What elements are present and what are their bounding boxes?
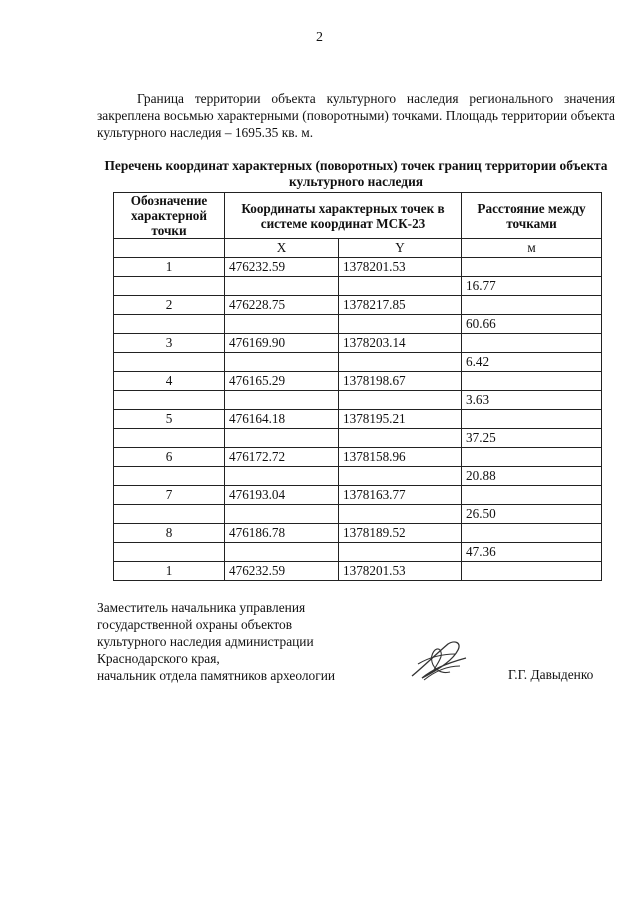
distance-row [114,543,602,562]
distance-empty [462,524,602,543]
empty-cell [225,543,339,562]
distance-empty [462,296,602,315]
distance-empty [462,258,602,277]
empty-cell [339,505,462,524]
x-coordinate: 476169.90 [225,334,339,353]
header-empty [114,239,225,258]
distance-row [114,353,602,372]
empty-cell [339,429,462,448]
distance-value: 37.25 [462,429,602,448]
point-label: 8 [114,524,225,543]
x-coordinate: 476172.72 [225,448,339,467]
empty-cell [339,315,462,334]
distance-row [114,277,602,296]
point-label: 1 [114,562,225,581]
point-row [114,448,602,467]
x-coordinate: 476228.75 [225,296,339,315]
empty-cell [114,277,225,296]
empty-cell [225,467,339,486]
signature-line: начальник отдела памятников археологии [97,668,336,683]
signature-line: культурного наследия администрации [97,634,314,649]
distance-value: 60.66 [462,315,602,334]
point-label: 2 [114,296,225,315]
signature-block [97,599,397,684]
empty-cell [225,353,339,372]
header-coords: Координаты характерных точек в системе координат МСК-23 [225,193,462,239]
distance-value: 26.50 [462,505,602,524]
point-label: 6 [114,448,225,467]
empty-cell [339,391,462,410]
x-coordinate: 476165.29 [225,372,339,391]
empty-cell [225,391,339,410]
distance-empty [462,372,602,391]
y-coordinate: 1378217.85 [339,296,462,315]
distance-row [114,505,602,524]
point-row [114,524,602,543]
distance-row [114,391,602,410]
distance-value: 6.42 [462,353,602,372]
header-x: X [225,239,339,258]
distance-empty [462,334,602,353]
signature-line: Краснодарского края, [97,651,220,666]
header-distance: Расстояние между точками [462,193,602,239]
empty-cell [225,505,339,524]
x-coordinate: 476193.04 [225,486,339,505]
distance-value: 47.36 [462,543,602,562]
point-row [114,296,602,315]
y-coordinate: 1378201.53 [339,258,462,277]
y-coordinate: 1378203.14 [339,334,462,353]
point-label: 5 [114,410,225,429]
coordinates-table [113,192,602,581]
point-label: 7 [114,486,225,505]
x-coordinate: 476232.59 [225,562,339,581]
empty-cell [339,353,462,372]
y-coordinate: 1378189.52 [339,524,462,543]
x-coordinate: 476232.59 [225,258,339,277]
header-point: Обозначение характерной точки [114,193,225,239]
empty-cell [339,467,462,486]
empty-cell [114,315,225,334]
point-row [114,486,602,505]
distance-row [114,315,602,334]
handwritten-signature [404,636,474,686]
empty-cell [225,315,339,334]
coordinates-table-body [114,258,602,581]
intro-paragraph: Граница территории объекта культурного наследия регионального значения закреплена восьмью характерными (поворотными) точками. Площадь территории объекта культурного наследия – 1695.35 кв. м. [97,91,615,140]
y-coordinate: 1378201.53 [339,562,462,581]
x-coordinate: 476186.78 [225,524,339,543]
distance-row [114,429,602,448]
distance-empty [462,486,602,505]
empty-cell [114,353,225,372]
point-row [114,334,602,353]
distance-empty [462,448,602,467]
empty-cell [339,543,462,562]
distance-value: 3.63 [462,391,602,410]
y-coordinate: 1378198.67 [339,372,462,391]
point-label: 1 [114,258,225,277]
point-row [114,562,602,581]
y-coordinate: 1378195.21 [339,410,462,429]
point-row [114,410,602,429]
x-coordinate: 476164.18 [225,410,339,429]
y-coordinate: 1378158.96 [339,448,462,467]
y-coordinate: 1378163.77 [339,486,462,505]
empty-cell [114,391,225,410]
header-unit: м [462,239,602,258]
point-row [114,258,602,277]
empty-cell [114,429,225,448]
signature-line: Заместитель начальника управления [97,600,306,615]
empty-cell [339,277,462,296]
distance-empty [462,410,602,429]
empty-cell [225,277,339,296]
signer-name: Г.Г. Давыденко [508,667,594,682]
empty-cell [114,505,225,524]
page-number: 2 [316,30,323,45]
table-title: Перечень координат характерных (поворотных) точек границ территории объекта культурного наследия [104,158,608,189]
point-label: 3 [114,334,225,353]
point-label: 4 [114,372,225,391]
distance-row [114,467,602,486]
distance-empty [462,562,602,581]
distance-value: 20.88 [462,467,602,486]
distance-value: 16.77 [462,277,602,296]
header-y: Y [339,239,462,258]
empty-cell [114,467,225,486]
empty-cell [225,429,339,448]
empty-cell [114,543,225,562]
point-row [114,372,602,391]
signature-line: государственной охраны объектов [97,617,293,632]
